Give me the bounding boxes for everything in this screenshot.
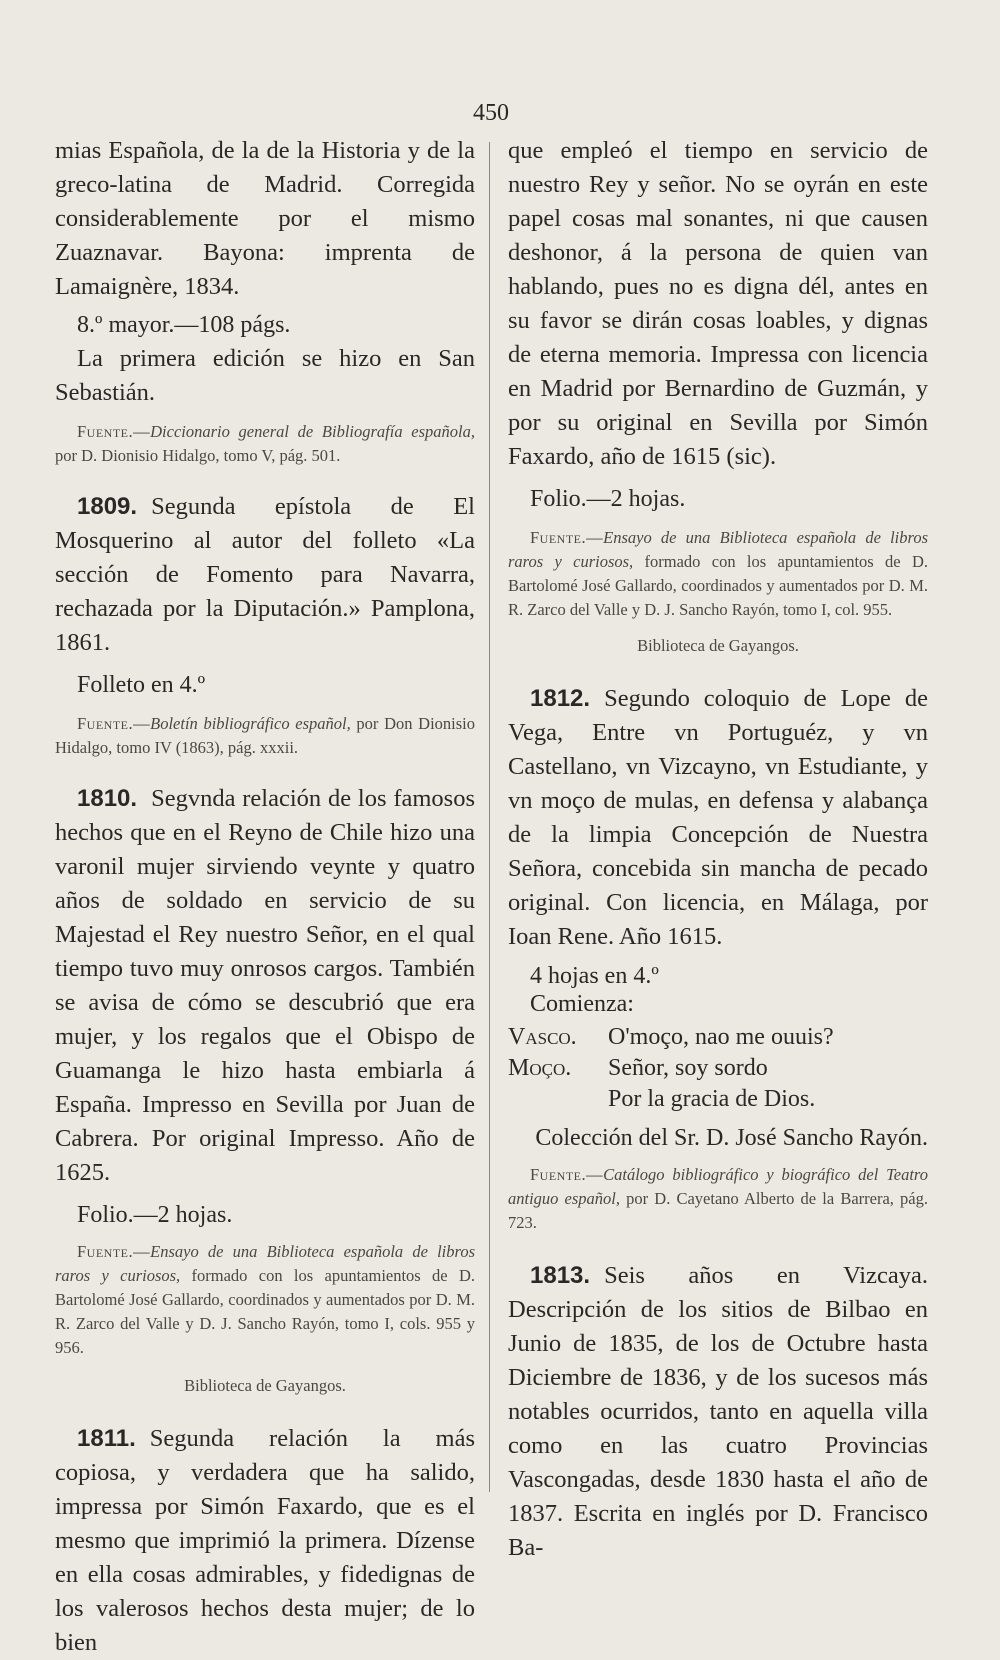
dialog-line <box>508 1053 928 1084</box>
fuente-rest: por D. Cayetano Alberto de la Barrera, pág. 723. <box>508 1189 928 1232</box>
fuente-label: Fuente.— <box>77 422 151 441</box>
intro-fuente <box>55 420 475 468</box>
entry-number: 1809. <box>77 493 138 520</box>
right-column <box>508 130 928 1565</box>
entry-1809-format: Folleto en 4.º <box>77 672 206 698</box>
dialog-line <box>508 1022 928 1053</box>
entry-number: 1812. <box>530 685 591 712</box>
dialog-text: Señor, soy sordo <box>608 1055 768 1081</box>
entry-1812 <box>508 682 928 954</box>
column-divider <box>489 142 490 1492</box>
fuente-title: Boletín bibliográfico español, <box>150 714 351 733</box>
entry-number: 1811. <box>77 1425 136 1452</box>
continued-format: Folio.—2 hojas. <box>530 486 686 512</box>
left-column <box>55 130 475 1660</box>
intro-note: La primera edición se hizo en San Sebastián. <box>55 345 475 406</box>
entry-1809 <box>55 490 475 660</box>
fuente-rest: formado con los apuntamientos de D. Bartolomé José Gallardo, coordinados y aumentados por D. M. R. Zarco del Valle y D. J. Sancho Rayón, tomo I, col. 955. <box>508 552 929 619</box>
dialog-text: O'moço, nao me ouuis? <box>608 1024 834 1050</box>
fuente-title: Catálogo bibliográfico y biográfico del Teatro antiguo español, <box>508 1165 928 1208</box>
entry-1812-collection: Colección del Sr. D. José Sancho Rayón. <box>535 1125 928 1151</box>
fuente-label: Fuente.— <box>530 528 604 547</box>
entry-1810-library: Biblioteca de Gayangos. <box>184 1376 346 1395</box>
dialog-block <box>508 1022 928 1115</box>
entry-text: Segunda relación la más copiosa, y verdadera que ha salido, impressa por Simón Faxardo, que es el mesmo que imprimió la primera. Dízense en ella cosas admirables, y fidedignas de los valerosos hechos desta mujer; de lo bien <box>55 1425 475 1656</box>
entry-text: Seis años en Vizcaya. Descripción de los sitios de Bilbao en Junio de 1835, de los de Octubre hasta Diciembre de 1836, y de los sucesos más notables ocurridos, tanto en aquella villa como en las cuatro Provincias Vascongadas, desde 1830 hasta el año de 1837. Escrita en inglés por D. Francisco Ba- <box>508 1262 928 1561</box>
continued-library: Biblioteca de Gayangos. <box>637 636 799 655</box>
fuente-title: Ensayo de una Biblioteca española de libros raros y curiosos, <box>508 528 928 571</box>
dialog-speaker: Vasco. <box>508 1024 577 1050</box>
entry-text: Segunda epístola de El Mosquerino al autor del folleto «La sección de Fomento para Navarra, rechazada por la Diputación.» Pamplona, 1861. <box>55 493 475 656</box>
fuente-label: Fuente.— <box>77 1242 151 1261</box>
dialog-speaker: Moço. <box>508 1055 572 1081</box>
entry-1810-fuente <box>55 1240 475 1360</box>
continued-text: que empleó el tiempo en servicio de nuestro Rey y señor. No se oyrán en este papel cosas mal sonantes, ni que causen deshonor, á la persona de quien van hablando, pues no es digna dél, antes en su favor se dirán cosas loables, y dignas de eterna memoria. Impressa con licencia en Madrid por Bernardino de Guzmán, y por su original en Sevilla por Simón Faxardo, año de 1615 (sic). <box>508 137 928 470</box>
fuente-label: Fuente.— <box>530 1165 604 1184</box>
fuente-rest: formado con los apuntamientos de D. Bartolomé José Gallardo, coordinados y aumentados por D. M. R. Zarco del Valle y D. J. Sancho Rayón, tomo I, cols. 955 y 956. <box>55 1266 476 1357</box>
entry-1812-begins: Comienza: <box>530 991 634 1017</box>
entry-text: Segvnda relación de los famosos hechos que en el Reyno de Chile hizo una varonil mujer sirviendo veynte y quatro años de soldado en servicio de su Majestad el Rey nuestro Señor, en el qual tiempo tuvo muy onrosos cargos. También se avisa de cómo se descubrió que era mujer, y los regalos que el Obispo de Guamanga le hizo hasta embiarla á España. Impresso en Sevilla por Juan de Cabrera. Por original Impresso. Año de 1625. <box>55 785 475 1186</box>
entry-1809-fuente <box>55 712 475 760</box>
entry-number: 1810. <box>77 785 138 812</box>
intro-text: mias Española, de la de la Historia y de la greco-latina de Madrid. Corregida considerablemente por el mismo Zuaznavar. Bayona: imprenta de Lamaignère, 1834. <box>55 137 475 300</box>
continued-fuente <box>508 526 928 622</box>
dialog-text: Por la gracia de Dios. <box>608 1086 816 1112</box>
entry-1811 <box>55 1422 475 1660</box>
entry-number: 1813. <box>530 1262 591 1289</box>
entry-1810 <box>55 782 475 1190</box>
entry-1812-format: 4 hojas en 4.º <box>530 963 659 989</box>
fuente-rest: por Don Dionisio Hidalgo, tomo IV (1863), pág. xxxii. <box>55 714 476 757</box>
entry-1812-fuente <box>508 1163 928 1235</box>
entry-1810-format: Folio.—2 hojas. <box>77 1202 233 1228</box>
fuente-title: Ensayo de una Biblioteca española de libros raros y curiosos, <box>55 1242 475 1285</box>
fuente-title: Diccionario general de Bibliografía española, <box>150 422 475 441</box>
entry-text: Segundo coloquio de Lope de Vega, Entre vn Portuguéz, y vn Castellano, vn Vizcayno, vn Estudiante, y vn moço de mulas, en defensa y alabança de la limpia Concepción de Nuestra Señora, concebida sin mancha de pecado original. Con licencia, en Málaga, por Ioan Rene. Año 1615. <box>508 685 928 950</box>
page-number: 450 <box>473 100 509 126</box>
fuente-label: Fuente.— <box>77 714 151 733</box>
fuente-rest: por D. Dionisio Hidalgo, tomo V, pág. 501. <box>55 446 341 465</box>
intro-format: 8.º mayor.—108 págs. <box>77 312 291 338</box>
entry-1813 <box>508 1259 928 1565</box>
dialog-speaker <box>508 1084 608 1115</box>
dialog-line <box>508 1084 928 1115</box>
